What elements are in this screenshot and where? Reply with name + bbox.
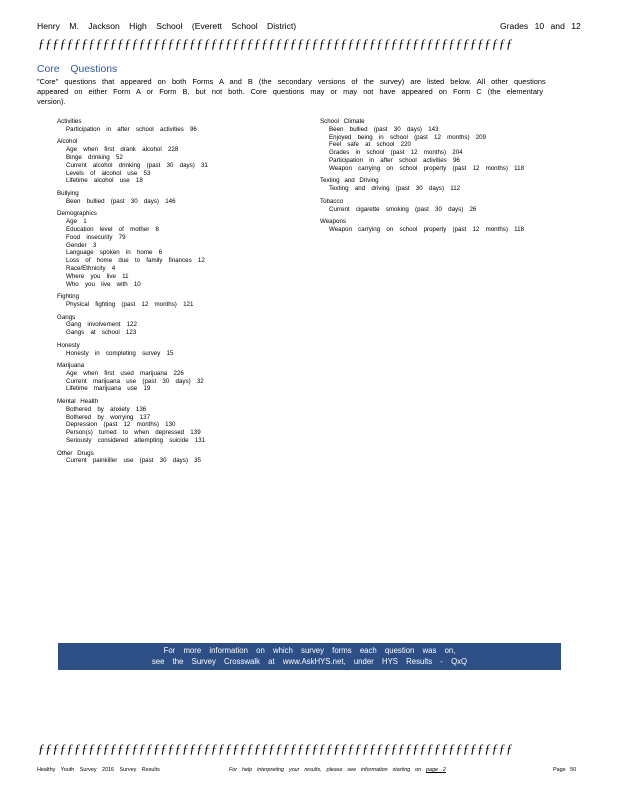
footer-title: Healthy Youth Survey 2016 Survey Results xyxy=(37,767,160,773)
category-name: Gangs xyxy=(57,313,76,321)
question-item: Gang involvement 122 xyxy=(66,321,137,329)
question-category xyxy=(57,450,297,466)
question-item: Current marijuana use (past 30 days) 32 xyxy=(66,377,204,385)
question-category xyxy=(320,177,590,193)
question-item: Current painkiller use (past 30 days) 35 xyxy=(66,457,201,465)
right-question-column xyxy=(320,118,590,239)
category-name: Honesty xyxy=(57,341,80,349)
category-name: Demographics xyxy=(57,210,97,218)
question-item: Food insecurity 79 xyxy=(66,233,126,241)
question-item: Participation in after school activities 96 xyxy=(66,125,197,133)
question-item: Current cigarette smoking (past 30 days) 26 xyxy=(329,205,477,213)
question-item: Seriously considered attempting suicide 131 xyxy=(66,437,206,445)
category-name: Texting and Driving xyxy=(320,177,379,185)
question-category xyxy=(57,190,297,206)
question-item: Participation in after school activities 96 xyxy=(329,156,460,164)
question-category xyxy=(57,342,297,358)
footer-help-text xyxy=(229,767,446,773)
question-item: Loss of home due to family finances 12 xyxy=(66,257,205,265)
question-category xyxy=(57,314,297,337)
question-item: Person(s) turned to when depressed 139 xyxy=(66,429,201,437)
question-item: Bothered by worrying 137 xyxy=(66,413,151,421)
question-item: Honesty in completing survey 15 xyxy=(66,349,174,357)
question-item: Where you live 11 xyxy=(66,272,129,280)
category-name: Marijuana xyxy=(57,362,85,370)
question-item: Who you live with 10 xyxy=(66,280,141,288)
question-category xyxy=(57,398,297,445)
question-category xyxy=(320,118,590,173)
question-item: Race/Ethnicity 4 xyxy=(66,264,116,272)
left-question-column xyxy=(57,118,297,470)
category-name: School Climate xyxy=(320,118,365,125)
question-item: Gangs at school 123 xyxy=(66,329,137,337)
banner-line-1: For more information on which survey forms each question was on, xyxy=(163,646,456,655)
question-item: Binge drinking 52 xyxy=(66,153,123,161)
footer-page-link[interactable]: page 2 xyxy=(426,767,446,773)
question-category xyxy=(57,138,297,185)
question-item: Age when first drank alcohol 228 xyxy=(66,146,179,154)
question-category xyxy=(57,362,297,393)
page-number: Page 50 xyxy=(553,767,577,773)
info-banner xyxy=(58,643,561,670)
question-category xyxy=(57,293,297,309)
question-category xyxy=(57,118,297,134)
question-item: Been bullied (past 30 days) 146 xyxy=(66,197,176,205)
question-item: Education level of mother 8 xyxy=(66,225,159,233)
category-name: Weapons xyxy=(320,218,347,226)
question-item: Enjoyed being in school (past 12 months) 209 xyxy=(329,133,487,141)
question-category xyxy=(57,210,297,288)
question-item: Lifetime alcohol use 18 xyxy=(66,177,143,185)
question-category xyxy=(320,218,590,234)
question-item: Levels of alcohol use 53 xyxy=(66,169,151,177)
category-name: Fighting xyxy=(57,293,80,301)
category-name: Tobacco xyxy=(320,197,344,205)
category-name: Alcohol xyxy=(57,138,78,146)
question-item: Physical fighting (past 12 months) 121 xyxy=(66,300,194,308)
question-item: Lifetime marijuana use 19 xyxy=(66,385,151,393)
question-item: Depression (past 12 months) 130 xyxy=(66,421,176,429)
question-item: Age 1 xyxy=(66,218,87,226)
question-item: Grades in school (past 12 months) 204 xyxy=(329,149,463,157)
question-item: Texting and driving (past 30 days) 112 xyxy=(329,185,461,193)
decorative-rule-top: ƒƒƒƒƒƒƒƒƒƒƒƒƒƒƒƒƒƒƒƒƒƒƒƒƒƒƒƒƒƒƒƒƒƒƒƒƒƒƒƒƒƒƒƒƒƒƒƒƒƒƒƒƒƒƒƒƒƒƒƒƒƒƒƒƒƒ xyxy=(38,36,514,51)
question-item: Bothered by anxiety 136 xyxy=(66,405,147,413)
question-item: Been bullied (past 30 days) 143 xyxy=(329,125,439,133)
category-name: Bullying xyxy=(57,189,79,197)
question-item: Weapon carrying on school property (past 12 months) 118 xyxy=(329,164,525,172)
category-name: Other Drugs xyxy=(57,449,94,457)
question-category xyxy=(320,198,590,214)
decorative-rule-bottom: ƒƒƒƒƒƒƒƒƒƒƒƒƒƒƒƒƒƒƒƒƒƒƒƒƒƒƒƒƒƒƒƒƒƒƒƒƒƒƒƒƒƒƒƒƒƒƒƒƒƒƒƒƒƒƒƒƒƒƒƒƒƒƒƒƒƒ xyxy=(38,741,514,756)
section-title: Core Questions xyxy=(37,64,118,75)
section-intro: "Core" questions that appeared on both Forms A and B (the secondary versions of the survey) are listed below. All other questions appeared on either Form A or Form B, but not both. Core questions may or may not have appeared on Form C (the elementary version). xyxy=(37,77,546,106)
school-name: Henry M. Jackson High School (Everett School District) xyxy=(37,21,297,31)
question-item: Current alcohol drinking (past 30 days) 31 xyxy=(66,161,208,169)
footer-help-prefix: For help interpreting your results, please see information starting on xyxy=(229,767,422,773)
question-item: Weapon carrying on school property (past 12 months) 118 xyxy=(329,225,525,233)
grades-label: Grades 10 and 12 xyxy=(500,21,581,31)
banner-line-2: see the Survey Crosswalk at www.AskHYS.net, under HYS Results - QxQ xyxy=(151,657,468,666)
category-name: Activities xyxy=(57,118,82,125)
question-item: Age when first used marijuana 226 xyxy=(66,369,184,377)
category-name: Mental Health xyxy=(57,398,99,406)
question-item: Language spoken in home 6 xyxy=(66,249,163,257)
question-item: Gender 3 xyxy=(66,241,97,249)
question-item: Feel safe at school 220 xyxy=(329,141,411,149)
